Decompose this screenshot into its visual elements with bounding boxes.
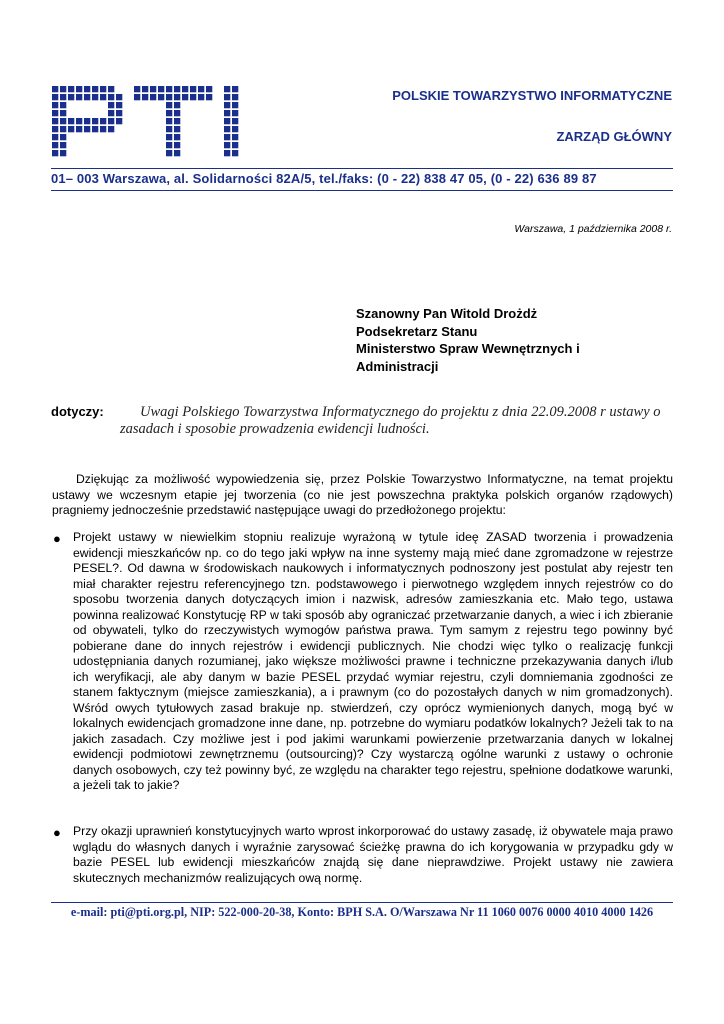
subject-label: dotyczy: xyxy=(51,404,104,419)
recipient-line: Ministerstwo Spraw Wewnętrznych i xyxy=(356,341,580,356)
footer-contact: e-mail: pti@pti.org.pl, NIP: 522-000-20-38, Konto: BPH S.A. O/Warszawa Nr 11 1060 0076 0000 4010 4000 1426 xyxy=(70,905,654,919)
recipient-line: Szanowny Pan Witold Drożdż xyxy=(356,306,538,321)
organization-unit: ZARZĄD GŁÓWNY xyxy=(556,129,672,144)
bullet-icon: ● xyxy=(53,531,61,546)
list-item: Projekt ustawy w niewielkim stopniu realizuje wyrażoną w tytule ideę ZASAD tworzenia i prowadzenia ewidencji mieszkańców np. co do tego jaki wpływ na inne systemy mają mieć dane zgromadzone w rejestrze PESEL?. Od dawna w środowiskach naukowych i informatycznych podnoszony jest postulat aby rejestr ten miał charakter rejestru referencyjnego tzn. podstawowego i pierwotnego względem innych rejestrów co do sposobu tworzenia danych dotyczących imion i nazwisk, adresów zamieszkania etc. Mało tego, ustawa powinna realizować Konstytucję RP w taki sposób aby ograniczać przetwarzanie danych, a wiec i ich zbieranie od obywateli, tylko do rzeczywistych wymogów państwa prawa. Tym samym z rejestru tego powinny być pobierane dane do innych rejestrów i ewidencji publicznych. Nie chodzi więc tylko o realizację funkcji udostępniania danych rozumianej, jako większe możliwości prawne i techniczne przekazywania danych i/lub ich weryfikacji, ale aby danym w bazie PESEL przydać wymiar rejestru, czyli domniemania zgodności ze stanem faktycznym (miejsce zamieszkania), a i prawnym (co do pozostałych danych w nim gromadzonych). Wśród owych tytułowych zasad brakuje np. stwierdzeń, czy oprócz wymienionych danych, mogą być w lokalnych ewidencjach gromadzone inne dane, np. potrzebne do wymiaru podatków lokalnych? Jeżeli tak to na jakich zasadach. Czy możliwe jest i pod jakimi warunkami powierzenie przetwarzania danych w lokalnej ewidencji podmiotowi zewnętrznemu (outsourcing)? Czy wystarczą ogólne warunki z ustawy o ochronie danych osobowych, czy też powinny być, ze względu na charakter tego rejestru, spełnione dodatkowe warunki, a jeżeli tak to jakie? xyxy=(73,530,673,792)
letter-date: Warszawa, 1 października 2008 r. xyxy=(514,223,672,235)
header-divider-top xyxy=(51,168,673,169)
header-divider-bottom xyxy=(51,190,673,191)
recipient-block xyxy=(356,305,580,375)
recipient-line: Administracji xyxy=(356,358,439,374)
organization-name: POLSKIE TOWARZYSTWO INFORMATYCZNE xyxy=(392,88,672,103)
subject-line: Uwagi Polskiego Towarzystwa Informatycznego do projektu z dnia 22.09.2008 r ustawy o xyxy=(140,404,661,420)
footer-divider xyxy=(51,902,673,903)
intro-paragraph: Dziękując za możliwość wypowiedzenia się, przez Polskie Towarzystwo Informatyczne, na temat projektu ustawy we wczesnym etapie jej tworzenia (co nie jest powszechna praktyka polskich organów rządowych) pragniemy jednocześnie przedstawić następujące uwagi do przedłożonego projektu: xyxy=(52,472,673,517)
subject-text xyxy=(120,404,675,438)
subject-line: zasadach i sposobie prowadzenia ewidencji ludności. xyxy=(120,421,430,437)
recipient-line: Podsekretarz Stanu xyxy=(356,323,478,339)
pti-logo xyxy=(52,86,258,158)
organization-address: 01– 003 Warszawa, al. Solidarności 82A/5, tel./faks: (0 - 22) 838 47 05, (0 - 22) 636 89 87 xyxy=(51,171,597,186)
list-item: Przy okazji uprawnień konstytucyjnych warto wprost inkorporować do ustawy zasadę, iż obywatele maja prawo wglądu do własnych danych i wyraźnie zarysować ścieżkę prawna do ich korygowania w przypadku gdy w bazie PESEL lub ewidencji mieszkańców znajdą się dane nieprawdziwe. Projekt ustawy nie zawiera skutecznych mechanizmów realizujących ową normę. xyxy=(73,824,673,885)
bullet-icon: ● xyxy=(53,825,61,840)
